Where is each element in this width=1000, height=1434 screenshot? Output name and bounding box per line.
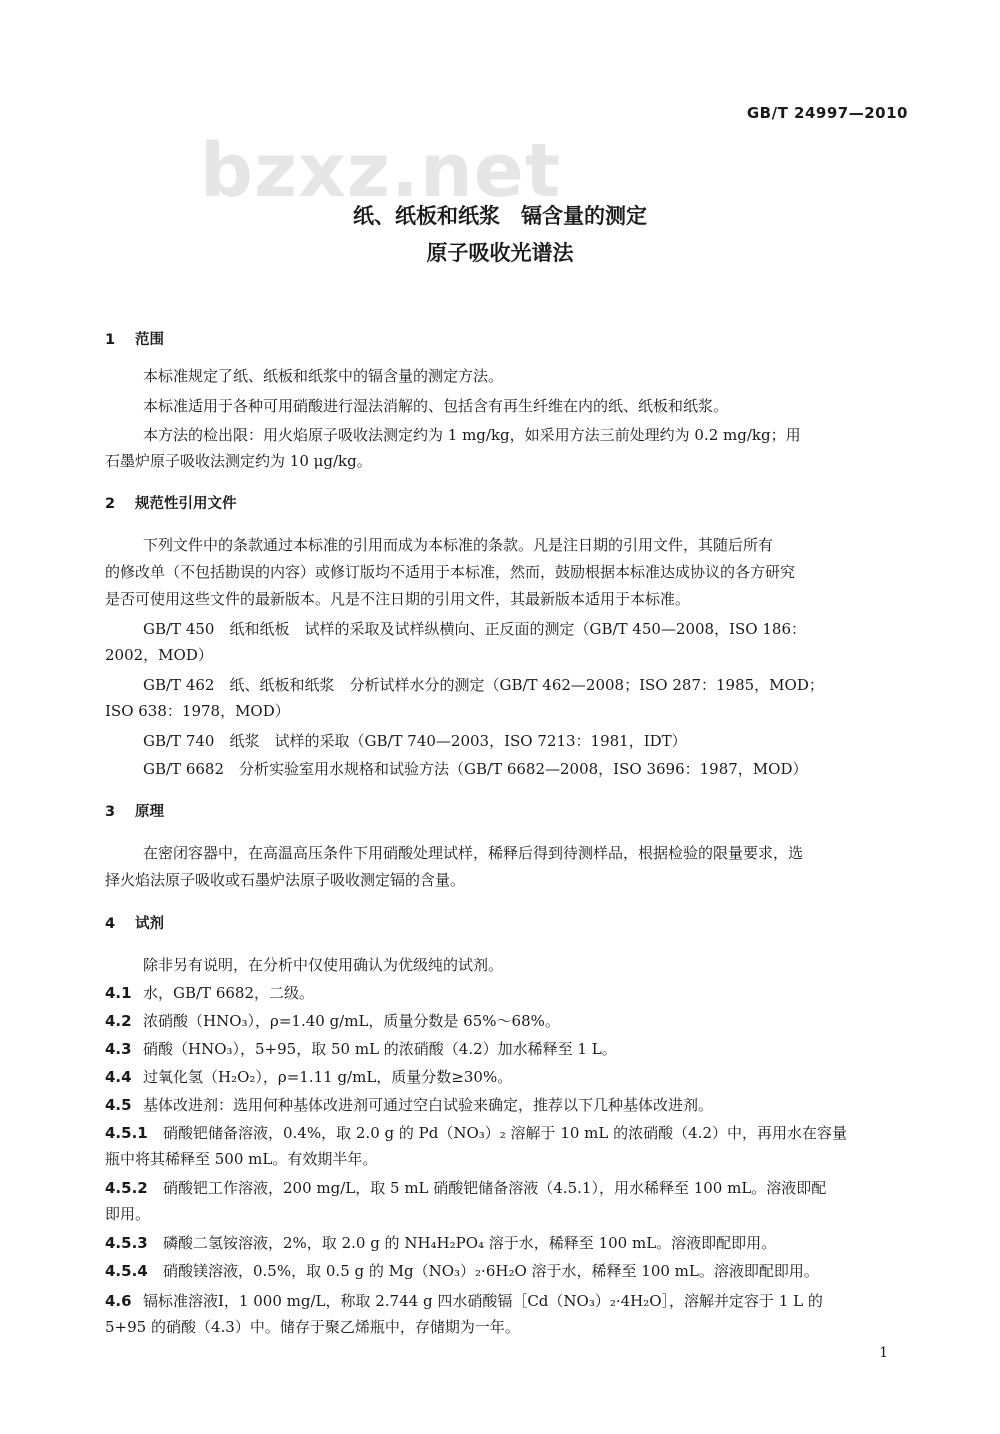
reference-item-cont: 2002，MOD） [105, 646, 213, 664]
clause-4-4 [105, 1064, 512, 1091]
clause-text-cont: 瓶中将其稀释至 500 mL。有效期半年。 [105, 1150, 378, 1168]
page-number: 1 [879, 1345, 888, 1361]
clause-number: 4.1 [105, 984, 132, 1002]
section-number: 2 [105, 496, 116, 512]
clause-4-2 [105, 1008, 560, 1035]
clause-text: 基体改进剂：选用何种基体改进剂可通过空白试验来确定，推荐以下几种基体改进剂。 [143, 1096, 714, 1114]
clause-4-6 [105, 1288, 823, 1315]
reference-item-cont: ISO 638：1978，MOD） [105, 702, 290, 720]
paragraph: 本方法的检出限：用火焰原子吸收法测定约为 1 mg/kg，如采用方法三前处理约为 0.2 mg/kg；用 [143, 426, 801, 444]
clause-number: 4.3 [105, 1040, 132, 1058]
clause-number: 4.5.4 [105, 1262, 148, 1280]
section-title: 范围 [135, 332, 164, 348]
paragraph: 下列文件中的条款通过本标准的引用而成为本标准的条款。凡是注日期的引用文件，其随后所有 [143, 536, 774, 554]
reference-item: GB/T 740 纸浆 试样的采取（GB/T 740—2003，ISO 7213：1981，IDT） [143, 732, 687, 750]
paragraph: 除非另有说明，在分析中仅使用确认为优级纯的试剂。 [143, 956, 504, 974]
clause-text: 磷酸二氢铵溶液，2%，取 2.0 g 的 NH₄H₂PO₄ 溶于水，稀释至 100 mL。溶液即配即用。 [163, 1234, 777, 1252]
clause-4-5-2 [105, 1175, 826, 1202]
paragraph-cont: 择火焰法原子吸收或石墨炉法原子吸收测定镉的含量。 [105, 871, 466, 889]
section-title: 试剂 [135, 916, 164, 932]
clause-4-3 [105, 1036, 617, 1063]
clause-4-5-4 [105, 1258, 819, 1285]
clause-number: 4.5 [105, 1096, 132, 1114]
clause-text: 硝酸钯储备溶液，0.4%，取 2.0 g 的 Pd（NO₃）₂ 溶解于 10 mL 的浓硝酸（4.2）中，再用水在容量 [163, 1124, 847, 1142]
clause-text: 浓硝酸（HNO₃），ρ=1.40 g/mL，质量分数是 65%～68%。 [143, 1012, 560, 1030]
clause-number: 4.2 [105, 1012, 132, 1030]
clause-number: 4.5.3 [105, 1234, 148, 1252]
section-number: 1 [105, 332, 116, 348]
doc-title-line2: 原子吸收光谱法 [426, 241, 574, 265]
clause-text-cont: 5+95 的硝酸（4.3）中。储存于聚乙烯瓶中，存储期为一年。 [105, 1318, 520, 1336]
paragraph-cont: 的修改单（不包括勘误的内容）或修订版均不适用于本标准，然而，鼓励根据本标准达成协议的各方研究 [105, 563, 796, 581]
clause-text-cont: 即用。 [105, 1205, 151, 1223]
clause-number: 4.5.2 [105, 1179, 148, 1197]
clause-text: 硝酸镁溶液，0.5%，取 0.5 g 的 Mg（NO₃）₂·6H₂O 溶于水，稀释至 100 mL。溶液即配即用。 [163, 1262, 819, 1280]
reference-item: GB/T 6682 分析实验室用水规格和试验方法（GB/T 6682—2008，ISO 3696：1987，MOD） [143, 760, 808, 778]
section-number: 4 [105, 916, 116, 932]
paragraph-cont: 石墨炉原子吸收法测定约为 10 μg/kg。 [105, 452, 372, 470]
clause-text: 镉标准溶液Ⅰ，1 000 mg/L，称取 2.744 g 四水硝酸镉［Cd（NO₃）₂·4H₂O］，溶解并定容于 1 L 的 [143, 1292, 823, 1310]
clause-number: 4.5.1 [105, 1124, 148, 1142]
reference-item: GB/T 450 纸和纸板 试样的采取及试样纵横向、正反面的测定（GB/T 450—2008，ISO 186： [143, 620, 806, 638]
section-2-heading [105, 492, 237, 513]
clause-text: 过氧化氢（H₂O₂），ρ=1.11 g/mL，质量分数≥30%。 [143, 1068, 513, 1086]
paragraph-cont: 是否可使用这些文件的最新版本。凡是不注日期的引用文件，其最新版本适用于本标准。 [105, 590, 691, 608]
section-number: 3 [105, 804, 116, 820]
watermark: bzxz.net [200, 128, 562, 214]
clause-text: 硝酸钯工作溶液，200 mg/L，取 5 mL 硝酸钯储备溶液（4.5.1），用水稀释至 100 mL。溶液即配 [163, 1179, 827, 1197]
paragraph: 本标准适用于各种可用硝酸进行湿法消解的、包括含有再生纤维在内的纸、纸板和纸浆。 [143, 397, 729, 415]
clause-text: 水，GB/T 6682，二级。 [143, 984, 315, 1002]
doc-title-line1: 纸、纸板和纸浆 镉含量的测定 [353, 204, 647, 228]
section-1-heading [105, 328, 164, 349]
clause-4-5 [105, 1092, 713, 1119]
clause-text: 硝酸（HNO₃），5+95，取 50 mL 的浓硝酸（4.2）加水稀释至 1 L。 [143, 1040, 617, 1058]
reference-item: GB/T 462 纸、纸板和纸浆 分析试样水分的测定（GB/T 462—2008；ISO 287：1985，MOD； [143, 676, 824, 694]
clause-number: 4.6 [105, 1292, 132, 1310]
clause-number: 4.4 [105, 1068, 132, 1086]
section-3-heading [105, 800, 164, 821]
clause-4-1 [105, 980, 314, 1007]
section-4-heading [105, 912, 164, 933]
standard-number: GB/T 24997—2010 [746, 104, 908, 122]
clause-4-5-1 [105, 1120, 847, 1147]
section-title: 原理 [135, 804, 164, 820]
paragraph: 在密闭容器中，在高温高压条件下用硝酸处理试样，稀释后得到待测样品，根据检验的限量要求，选 [143, 844, 804, 862]
section-title: 规范性引用文件 [135, 496, 237, 512]
clause-4-5-3 [105, 1230, 776, 1257]
paragraph: 本标准规定了纸、纸板和纸浆中的镉含量的测定方法。 [143, 367, 504, 385]
